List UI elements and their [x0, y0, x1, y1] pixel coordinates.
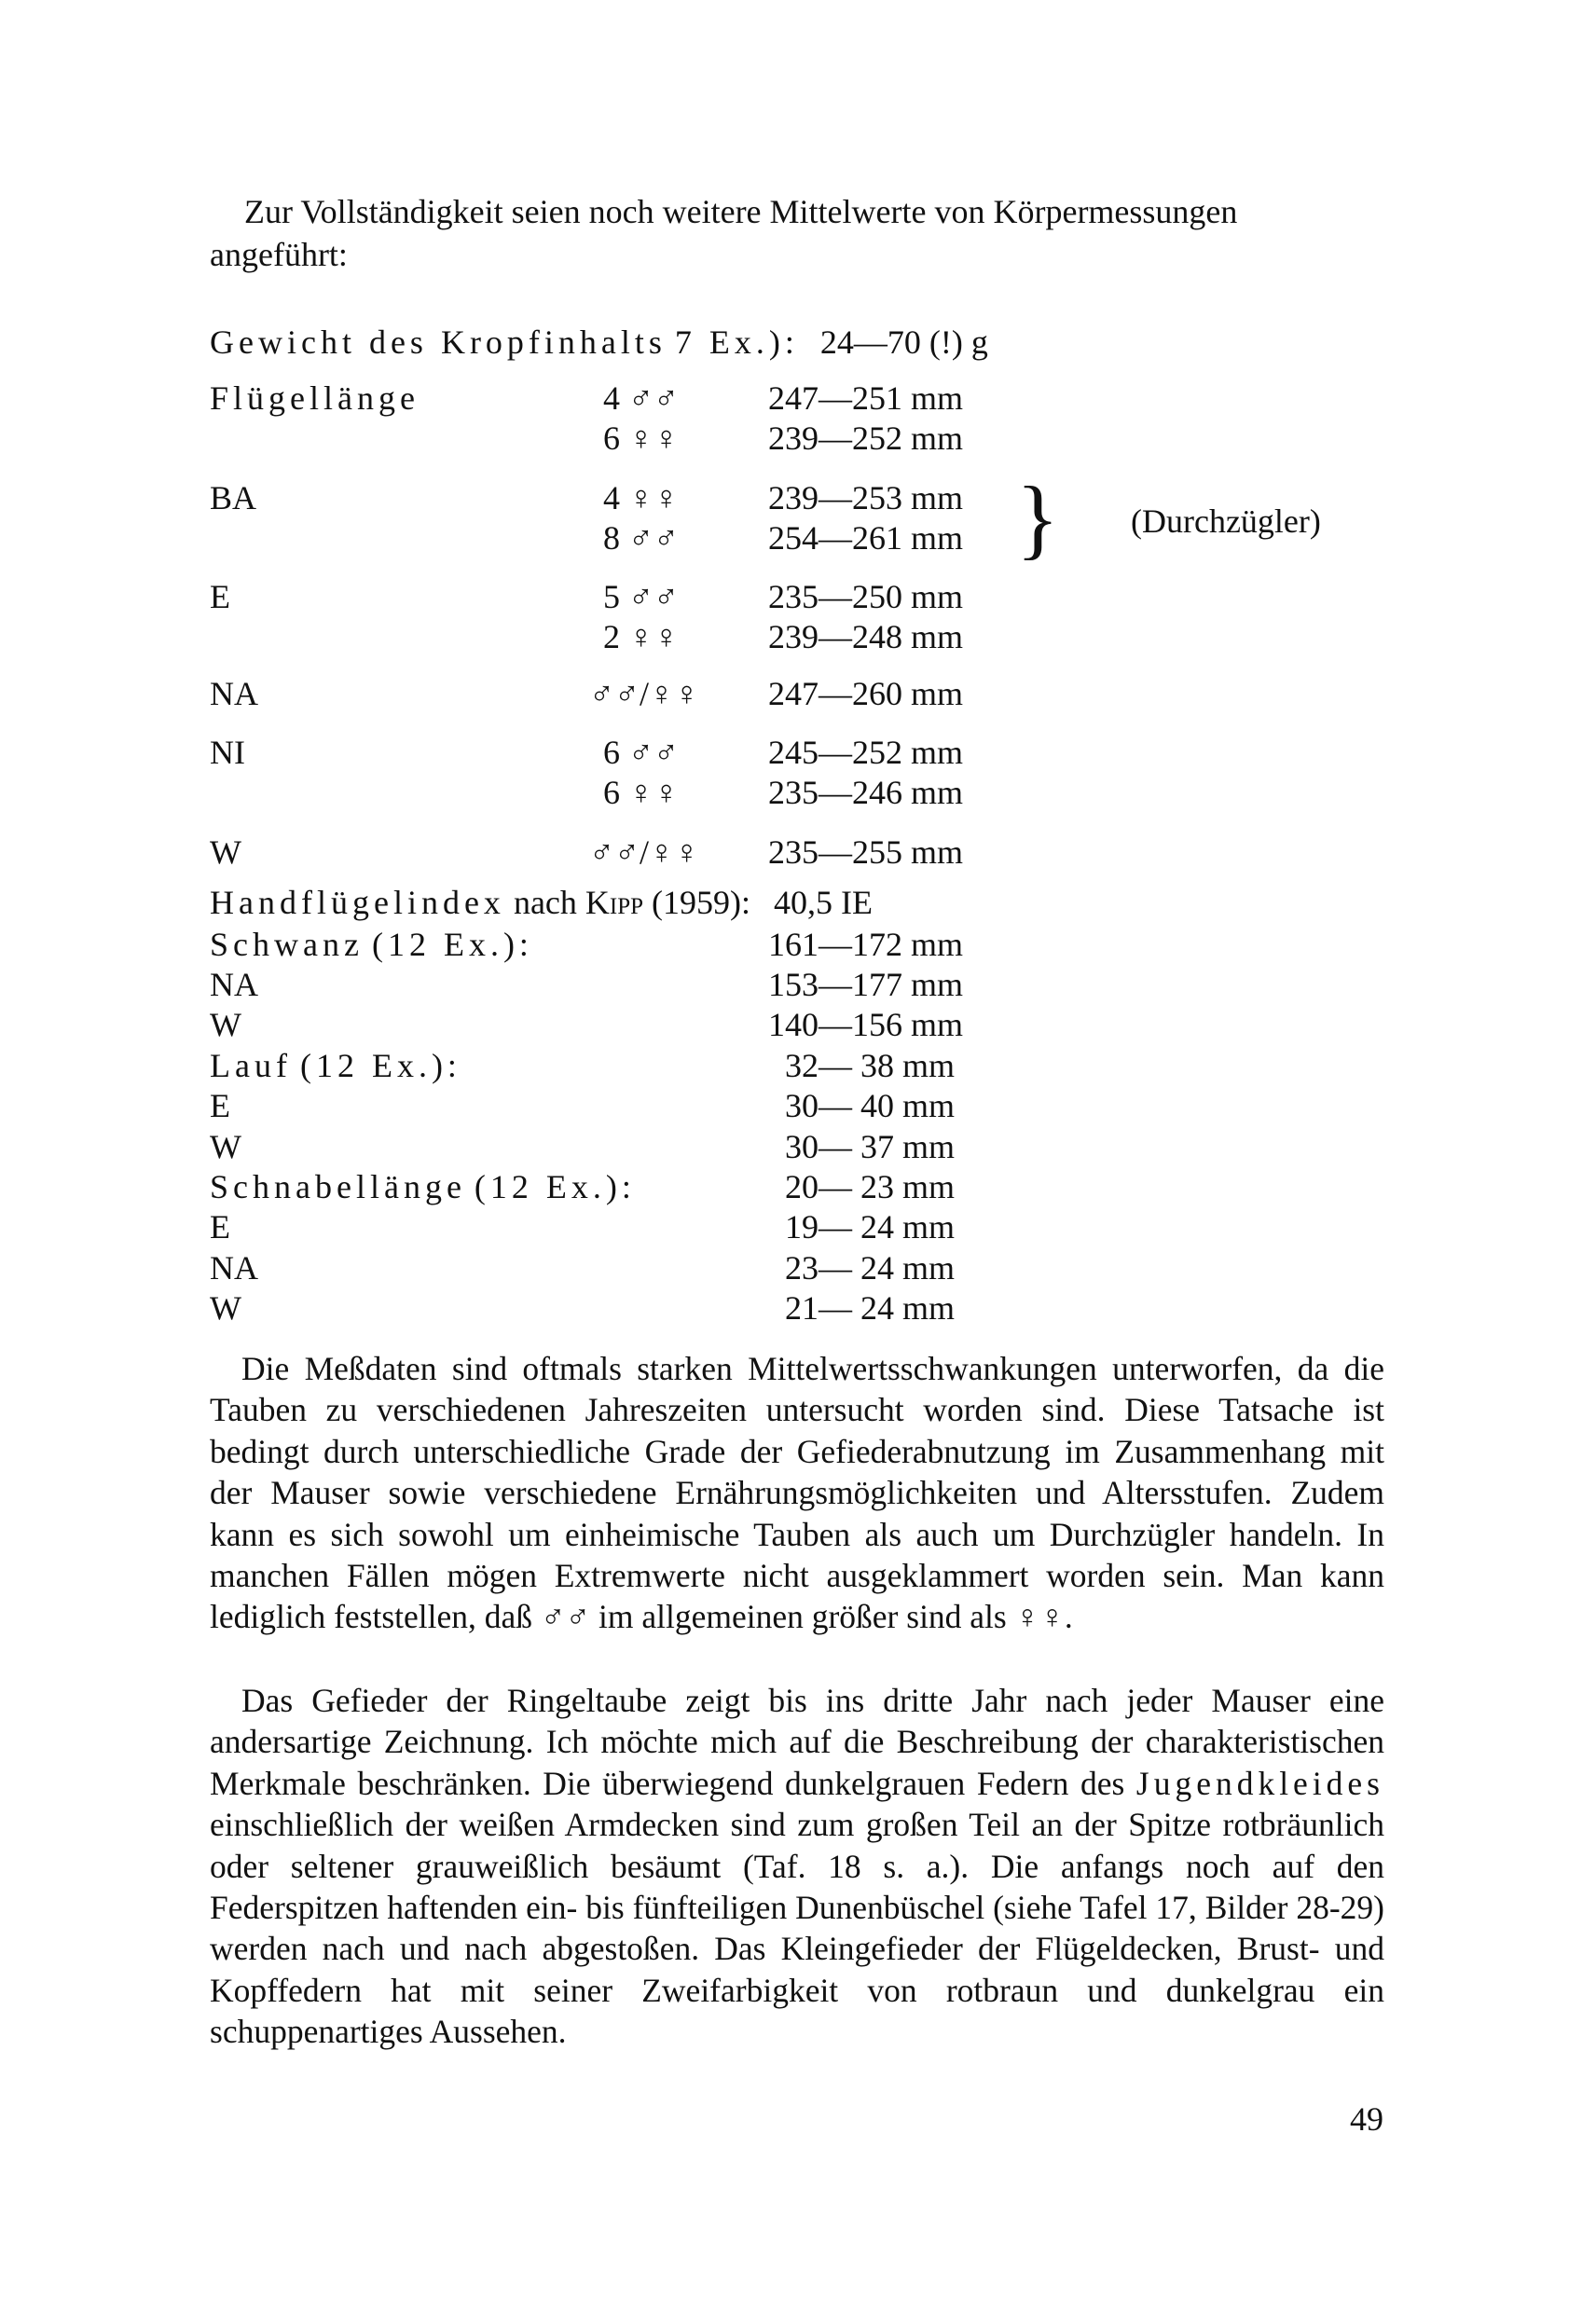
handfluegel-value: 40,5 IE — [774, 884, 874, 921]
intro-line-1: Zur Vollständigkeit seien noch weitere Mittelwerte von Körpermessungen — [244, 193, 1238, 230]
paragraph-plumage: Das Gefieder der Ringeltaube zeigt bis ins dritte Jahr nach jeder Mauser eine andersartige Zeichnung. Ich möchte mich auf die Beschreibung der charakteristischen Merkmale beschränken. Die überwiegend dunkelgrauen Federn des Jugendkleides einschließlich der weißen Armdecken sind zum großen Teil an der Spitze rotbräunlich oder seltener grauweißlich besäumt (Taf. 18 s. a.). Die anfangs noch auf den Federspitzen haftenden ein- bis fünfteiligen Dunenbüschel (siehe Tafel 17, Bilder 28-29) werden nach und nach abgestoßen. Das Kleingefieder der Flügeldecken, Brust- und Kopffedern hat mit seiner Zweifarbigkeit von rotbraun und dunkelgrau ein schuppenartiges Aussehen. — [210, 1682, 1385, 2051]
count-sex: 2 ♀♀ — [603, 618, 679, 655]
measure-label: W — [210, 1006, 241, 1043]
measure-label: Schwanz (12 Ex.): — [210, 926, 533, 963]
range-value: 140—156 mm — [768, 1006, 964, 1043]
region-label: NA — [210, 675, 258, 712]
range-value: 245—252 mm — [768, 734, 964, 771]
range-value: 235—255 mm — [768, 833, 964, 871]
count-sex: 6 ♀♀ — [603, 420, 679, 457]
handfluegel-after: nach — [513, 884, 577, 921]
kropf-label: Gewicht des Kropfinhalts — [210, 323, 667, 361]
spaced-term: Jugendkleides — [1135, 1764, 1385, 1802]
count-sex: 4 ♀♀ — [603, 479, 679, 516]
count-sex: 6 ♂♂ — [603, 734, 679, 771]
range-value: 235—250 mm — [768, 578, 964, 615]
measure-label: W — [210, 1128, 241, 1165]
count-sex: 6 ♀♀ — [603, 774, 679, 811]
count-sex: 4 ♂♂ — [603, 379, 679, 417]
range-value: 239—248 mm — [768, 618, 964, 655]
handfluegel-year: (1959): — [652, 884, 751, 921]
range-value: 161—172 mm — [768, 926, 964, 963]
count-sex: ♂♂/♀♀ — [589, 833, 700, 871]
region-label: NI — [210, 734, 245, 771]
measure-label: Schnabellänge (12 Ex.): — [210, 1168, 636, 1205]
range-value: 254—261 mm — [768, 519, 964, 557]
range-value: 30— 37 mm — [785, 1128, 956, 1165]
measure-label: W — [210, 1289, 241, 1327]
range-value: 20— 23 mm — [785, 1168, 956, 1205]
count-sex: 8 ♂♂ — [603, 519, 679, 557]
kropf-value: 24—70 (!) g — [819, 323, 988, 361]
region-label: E — [210, 578, 230, 615]
intro-line-2: angeführt: — [210, 236, 348, 273]
range-value: 30— 40 mm — [785, 1087, 956, 1124]
right-brace-icon: } — [1016, 468, 1060, 568]
handfluegel-row — [210, 882, 873, 923]
durchzuegler-note: (Durchzügler) — [1131, 502, 1321, 540]
range-value: 32— 38 mm — [785, 1047, 956, 1084]
range-value: 239—252 mm — [768, 420, 964, 457]
range-value: 247—260 mm — [768, 675, 964, 712]
measure-label: Lauf (12 Ex.): — [210, 1047, 461, 1084]
region-label: BA — [210, 479, 257, 516]
region-label: Flügellänge — [210, 379, 420, 417]
count-sex: ♂♂/♀♀ — [589, 675, 700, 712]
measure-label: E — [210, 1208, 230, 1245]
handfluegel-author: Kipp — [585, 884, 644, 921]
range-value: 23— 24 mm — [785, 1249, 956, 1287]
count-sex: 5 ♂♂ — [603, 578, 679, 615]
measure-label: E — [210, 1087, 230, 1124]
range-value: 153—177 mm — [768, 966, 964, 1003]
range-value: 21— 24 mm — [785, 1289, 956, 1327]
range-value: 235—246 mm — [768, 774, 964, 811]
page-number: 49 — [1350, 2100, 1383, 2138]
range-value: 19— 24 mm — [785, 1208, 956, 1245]
measure-label: NA — [210, 1249, 258, 1287]
handfluegel-label: Handflügelindex — [210, 884, 505, 921]
measure-label: NA — [210, 966, 258, 1003]
kropf-row — [210, 322, 988, 363]
region-label: W — [210, 833, 241, 871]
range-value: 247—251 mm — [768, 379, 964, 417]
range-value: 239—253 mm — [768, 479, 964, 516]
paragraph-measurement-variance: Die Meßdaten sind oftmals starken Mittelwertsschwankungen unterworfen, da die Tauben zu verschiedenen Jahreszeiten untersucht worden sind. Diese Tatsache ist bedingt durch unterschiedliche Grade der Gefiederabnutzung im Zusammenhang mit der Mauser sowie verschiedene Ernährungsmöglichkeiten und Altersstufen. Zudem kann es sich sowohl um einheimische Tauben als auch um Durchzügler handeln. In manchen Fällen mögen Extremwerte nicht ausgeklammert worden sein. Man kann lediglich feststellen, daß ♂♂ im allgemeinen größer sind als ♀♀. — [210, 1350, 1384, 1636]
kropf-count: 7 Ex.): — [674, 323, 799, 361]
